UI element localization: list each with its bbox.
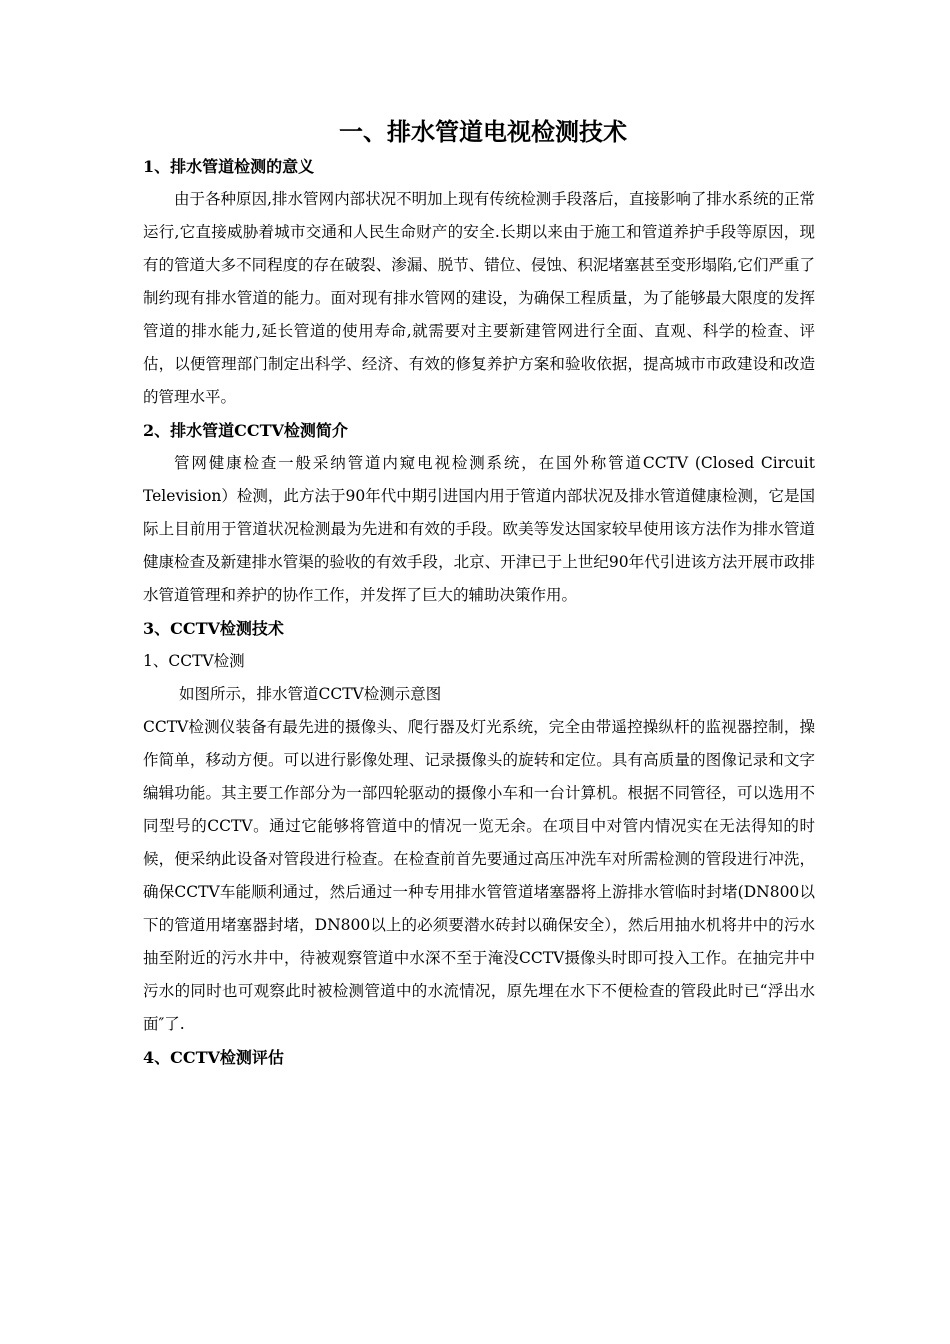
figure-note: 如图所示，排水管道CCTV检测示意图 (179, 685, 442, 703)
page-title: 一、排水管道电视检测技术 (339, 117, 627, 146)
document-body (143, 114, 815, 1074)
paragraph: 由于各种原因,排水管网内部状况不明加上现有传统检测手段落后，直接影响了排水系统的正常运行,它直接威胁着城市交通和人民生命财产的安全.长期以来由于施工和管道养护手段等原因，现有的管道大多不同程度的存在破裂、渗漏、脱节、错位、侵蚀、积泥堵塞甚至变形塌陷,它们严重了制约现有排水管道的能力。面对现有排水管网的建设，为确保工程质量，为了能够最大限度的发挥管道的排水能力,延长管道的使用寿命,就需要对主要新建管网进行全面、直观、科学的检查、评估，以便管理部门制定出科学、经济、有效的修复养护方案和验收依据，提高城市市政建设和改造的管理水平。 (143, 190, 815, 406)
section-heading: 3、CCTV检测技术 (143, 619, 284, 638)
section-cctv-evaluation (143, 1041, 815, 1074)
section-heading: 4、CCTV检测评估 (143, 1048, 284, 1067)
section-significance (143, 150, 815, 414)
subsection-label: 1、CCTV检测 (143, 652, 245, 670)
section-cctv-intro (143, 414, 815, 612)
section-heading: 1、排水管道检测的意义 (143, 157, 315, 176)
section-heading: 2、排水管道CCTV检测简介 (143, 421, 348, 440)
section-cctv-technology (143, 612, 815, 1041)
paragraph: CCTV检测仪装备有最先进的摄像头、爬行器及灯光系统，完全由带遥控操纵杆的监视器控制，操作简单，移动方便。可以进行影像处理、记录摄像头的旋转和定位。具有高质量的图像记录和文字编辑功能。其主要工作部分为一部四轮驱动的摄像小车和一台计算机。根据不同管径，可以选用不同型号的CCTV。通过它能够将管道中的情况一览无余。在项目中对管内情况实在无法得知的时候，便采纳此设备对管段进行检查。在检查前首先要通过高压冲洗车对所需检测的管段进行冲洗，确保CCTV车能顺利通过，然后通过一种专用排水管管道堵塞器将上游排水管临时封堵(DN800以下的管道用堵塞器封堵，DN800以上的必须要潜水砖封以确保安全），然后用抽水机将井中的污水抽至附近的污水井中，待被观察管道中水深不至于淹没CCTV摄像头时即可投入工作。在抽完井中污水的同时也可观察此时被检测管道中的水流情况，原先埋在水下不便检查的管段此时已“浮出水面″了. (143, 718, 815, 1033)
paragraph: 管网健康检查一般采纳管道内窥电视检测系统，在国外称管道CCTV (Closed Circuit Television）检测，此方法于90年代中期引进国内用于管道内部状况及排水管道健康检测，它是国际上目前用于管道状况检测最为先进和有效的手段。欧美等发达国家较早使用该方法作为排水管道健康检查及新建排水管渠的验收的有效手段，北京、开津已于上世纪90年代引进该方法开展市政排水管道管理和养护的协作工作，并发挥了巨大的辅助决策作用。 (143, 454, 815, 604)
